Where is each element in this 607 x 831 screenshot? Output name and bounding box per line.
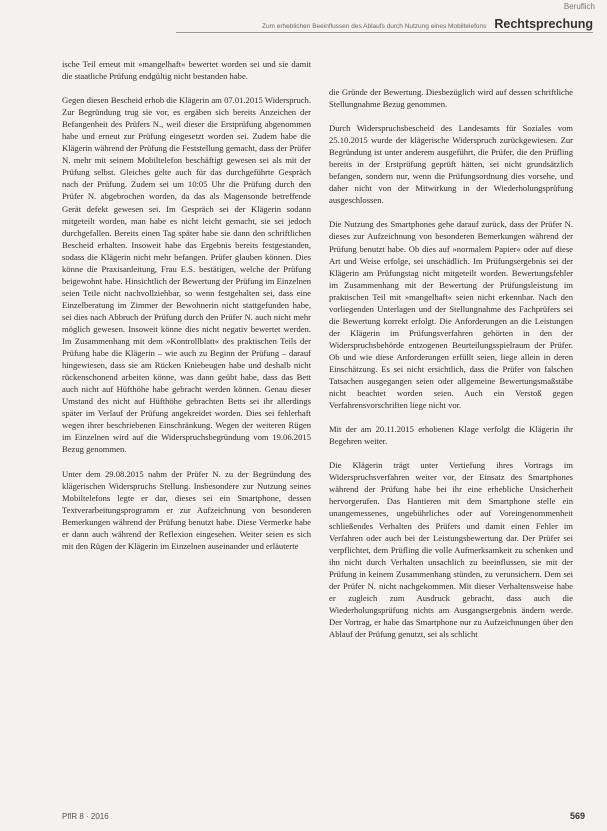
page-number: 569 xyxy=(569,811,585,821)
right-column xyxy=(329,86,573,640)
paragraph: Durch Widerspruchsbescheid des Landesamts für Soziales vom 25.10.2015 wurde der klägerische Widerspruch zurückgewiesen. Zur Begründung ist unter anderem ausgeführt, die Prüfer, die den Prüfling bereits in der Erstprüfung geprüft hätten, sei nicht grundsätzlich befangen, sondern nur, wenn die Prüfungsordnung dies vorsehe, und daher nicht von der Mitwirkung in der Wiederholungsprüfung ausgeschlossen. xyxy=(329,123,573,206)
paragraph: Mit der am 20.11.2015 erhobenen Klage verfolgt die Klägerin ihr Begehren weiter. xyxy=(329,424,573,447)
header-top-label: Beruflich xyxy=(563,2,595,11)
journal-issue: PflR 8 · 2016 xyxy=(62,811,109,821)
paragraph: Die Nutzung des Smartphones gehe darauf zurück, dass der Prüfer N. dieses zur Aufzeichnung von besonderen Bemerkungen während der Prüfung benutzt habe. Ob dies auf »normalem Papier« oder auf diese Art und Weise erfolge, sei unschädlich. Im Prüfungsergebnis sei der Klägerin am Prüfungstag nicht mitgeteilt worden. Bewertungsfehler im Zusammenhang mit der Bewertung der Prüfungsleistung im praktischen Teil mit »mangelhaft« seien nicht erkennbar. Nach den vorliegenden Unterlagen und der Stellungnahme des Fachprüfers sei die Bewertung korrekt erfolgt. Die Anforderungen an die Leistungen der Klägerin im Prüfungsverfahren gehörten in den der Widerspruchsbehörde entzogenen Beurteilungsspielraum der Prüfer. Ob und wie diese Anforderungen erfüllt seien, liege allein in deren Einschätzung. Es sei nicht ersichtlich, dass die Prüfer von falschen Tatsachen ausgegangen seien oder allgemeine Bewertungsmaßstäbe nicht beachtet worden seien. Auch ein Verstoß gegen Verfahrensvorschriften liege nicht vor. xyxy=(329,219,573,411)
paragraph: die Gründe der Bewertung. Diesbezüglich wird auf dessen schriftliche Stellungnahme Bezug genommen. xyxy=(329,87,573,110)
page-footer xyxy=(62,811,585,821)
paragraph: Unter dem 29.08.2015 nahm der Prüfer N. zu der Begründung des klägerischen Widerspruchs Stellung. Insbesondere zur Nutzung seines Mobiltelefons legte er dar, dieses sei ein Smartphone, dessen Textverarbeitungsprogramm er zur Aufzeichnung von besonderen Bemerkungen während der Prüfung benutzt habe. Diese Vermerke habe er dann auch während der Reflexion eingesehen. Weiter seien es sich mit den Rügen der Klägerin im Einzelnen auseinander und erläuterte xyxy=(62,468,311,551)
page-header xyxy=(176,14,593,33)
paragraph: ische Teil erneut mit »mangelhaft« bewertet worden sei und sie damit die staatliche Prüfung endgültig nicht bestanden habe. xyxy=(62,59,311,82)
paragraph: Gegen diesen Bescheid erhob die Klägerin am 07.01.2015 Widerspruch. Zur Begründung trug sie vor, es ergäben sich bereits Anzeichen der Befangenheit des Prüfers N., weil dieser die Erstprüfung abgenommen habe und erneut zur Prüfung eingesetzt worden sei. Zudem habe die Klägerin während der Prüfung die Feststellung gemacht, dass der Prüfer N. mehr mit seinem Mobiltelefon beschäftigt gewesen sei als mit der Prüfung selbst. Gleiches gelte auch für das durchgeführte Gespräch nach der Prüfung. Zudem sei um 10:05 Uhr die Prüfung durch den Prüfer N. abgebrochen worden, da das als Magensonde betreffende Gerät defekt gewesen sei. Im Gespräch sei der Klägerin sodann mitgeteilt worden, man habe es nicht leicht gemacht, sie sei jedoch durchgefallen. Bereits einen Tag später habe sie dann den schriftlichen Bescheid erhalten. Insoweit habe das Ergebnis bereits festgestanden, sodass die Klägerin nicht mehr befangen. Prüfer glauben können. Dies könne die Praxisanleitung, Frau E.S. bestätigen, welche der Prüfung beigewohnt habe. Hinsichtlich der Bewertung der Prüfung im Einzelnen seien Teile nicht nachvollziehbar, so wenn festgehalten sei, dass eine Einzelberatung im Zimmer der Bewohnerin nicht stattgefunden habe, sei dies nach Abbruch der Prüfung durch den Prüfer N. auch nicht mehr möglich gewesen. Insoweit könne dies nicht negativ bewertet werden. Im Zusammenhang mit dem »Kontrollblatt« des praktischen Teils der Prüfung habe die Klägerin – wie auch zu Beginn der Prüfung – darauf hingewiesen, dass sie am Rücken Kniebeugen habe und deshalb nicht rückenschonend arbeiten könne, was dann geübt habe, dass das Bett auch nicht auf Hüfthöhe habe gebracht werden können. Genau dieser Umstand des nicht auf Hüfthöhe gebrachten Betts sei ihr allerdings später im Verlauf der Prüfung angekreidet worden. Dies sei fehlerhaft wegen ihrer beschriebenen Einschränkung. Wegen der weiteren Rügen im Einzelnen wird auf die Widerspruchsbegründung vom 19.06.2015 Bezug genommen. xyxy=(62,95,311,455)
paragraph: Die Klägerin trägt unter Vertiefung ihres Vortrags im Widerspruchsverfahren weiter vor, der Einsatz des Smartphones während der Prüfung habe bei ihr eine erhebliche Unsicherheit hervorgerufen. Das Hantieren mit dem Smartphone stelle ein unangemessenes, ungebührliches oder auf Voreingenommenheit schließendes Verhalten des Prüfers und damit einen Fehler im Verfahren oder auch bei der Leistungsbewertung dar. Der Prüfer sei verpflichtet, dem Prüfling die volle Aufmerksamkeit zu schenken und ihn nicht durch Verhalten unsachlich zu beeinflussen, sie mit der Prüfung in keinem Zusammenhang stünden, zu verunsichern. Dem sei der Prüfer N. nicht nachgekommen. Mit dieser Verhaltensweise habe er zugleich zum Ausdruck gebracht, dass auch die Wiederholungsprüfung nichts am Ausgangsergebnis ändern werde. Der Vortrag, er habe das Smartphone nur zu Aufzeichnungen über den Ablauf der Prüfung genutzt, sei als schlicht xyxy=(329,460,573,639)
section-title: Rechtsprechung xyxy=(494,17,593,31)
running-title: Zum erheblichen Beeinflussen des Ablaufs durch Nutzung eines Mobiltelefons xyxy=(261,23,487,30)
left-column xyxy=(62,58,311,552)
